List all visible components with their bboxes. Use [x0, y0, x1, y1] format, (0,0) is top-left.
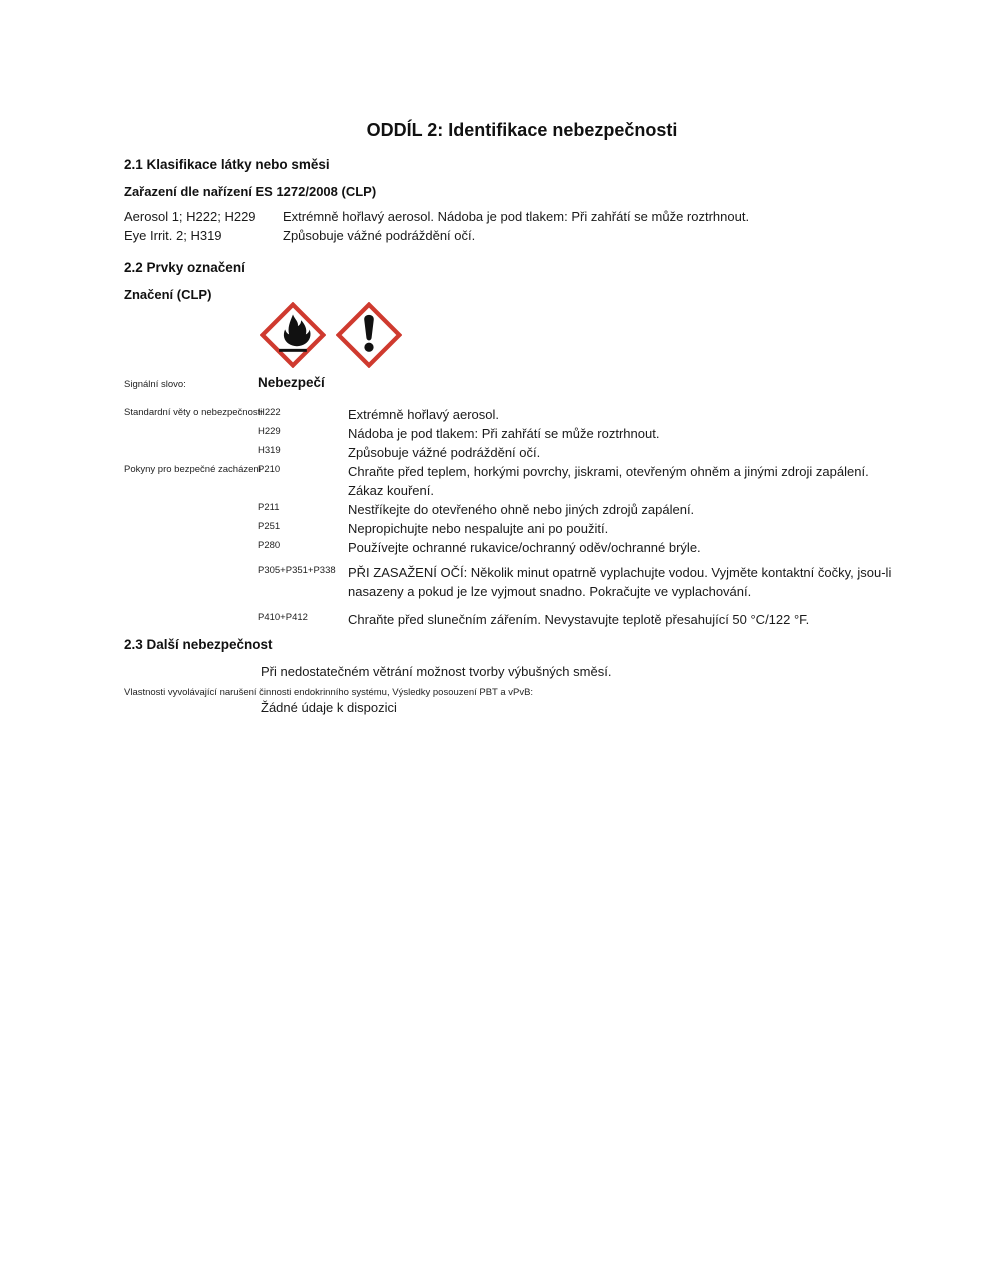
- classification-text: Extrémně hořlavý aerosol. Nádoba je pod tlakem: Při zahřátí se může roztrhnout.: [283, 209, 750, 224]
- precaution-text: Používejte ochranné rukavice/ochranný oděv/ochranné brýle.: [348, 540, 701, 555]
- classification-text: Způsobuje vážné podráždění očí.: [283, 228, 476, 243]
- precaution-text: Nepropichujte nebo nespalujte ani po použití.: [348, 521, 609, 536]
- section-2-1-heading: 2.1 Klasifikace látky nebo směsi: [124, 157, 330, 172]
- section-2-2-heading: 2.2 Prvky označení: [124, 260, 245, 275]
- precaution-code: P210: [258, 464, 281, 475]
- hazard-text: Nádoba je pod tlakem: Při zahřátí se může roztrhnout.: [348, 426, 660, 441]
- endocrine-pbt-value: Žádné údaje k dispozici: [261, 700, 397, 715]
- hazard-code: H319: [258, 445, 281, 456]
- labelling-clp-subheading: Značení (CLP): [124, 287, 212, 302]
- clp-regulation-subheading: Zařazení dle nařízení ES 1272/2008 (CLP): [124, 184, 377, 199]
- flame-base-line: [279, 349, 307, 352]
- precaution-code: P305+P351+P338: [258, 565, 336, 576]
- exclamation-mark-pictogram-icon: [336, 302, 402, 373]
- hazard-text: Extrémně hořlavý aerosol.: [348, 407, 500, 422]
- classification-category: Aerosol 1; H222; H229: [124, 209, 256, 224]
- precautionary-statements-label: Pokyny pro bezpečné zacházení: [124, 464, 262, 475]
- page-title: ODDÍL 2: Identifikace nebezpečnosti: [366, 120, 678, 140]
- section-2-3-heading: 2.3 Další nebezpečnost: [124, 637, 273, 652]
- hazard-text: Způsobuje vážné podráždění očí.: [348, 445, 541, 460]
- precaution-code: P251: [258, 521, 281, 532]
- exclamation-dot: [364, 343, 373, 352]
- precaution-code: P211: [258, 502, 280, 513]
- classification-category: Eye Irrit. 2; H319: [124, 228, 222, 243]
- hazard-code: H229: [258, 426, 281, 437]
- hazard-code: H222: [258, 407, 281, 418]
- flame-pictogram-icon: [260, 302, 326, 373]
- precaution-text: Chraňte před slunečním zářením. Nevystavujte teplotě přesahující 50 °C/122 °F.: [348, 612, 810, 627]
- signal-word-value: Nebezpečí: [258, 375, 325, 390]
- precaution-code: P280: [258, 540, 281, 551]
- precaution-text: Chraňte před teplem, horkými povrchy, jiskrami, otevřeným ohněm a jinými zdroji zapálení. Zákaz kouření.: [348, 464, 869, 498]
- other-hazards-text: Při nedostatečném větrání možnost tvorby výbušných směsí.: [261, 664, 612, 679]
- signal-word-label: Signální slovo:: [124, 379, 186, 390]
- endocrine-pbt-label: Vlastnosti vyvolávající narušení činnosti endokrinního systému, Výsledky posouzení PBT a vPvB:: [124, 687, 534, 698]
- precaution-code: P410+P412: [258, 612, 308, 623]
- hazard-statements-label: Standardní věty o nebezpečnosti: [124, 407, 263, 418]
- precaution-text: PŘI ZASAŽENÍ OČÍ: Několik minut opatrně vyplachujte vodou. Vyjměte kontaktní čočky, jsou-li nasazeny a pokud je lze vyjmout snadno. Pokračujte ve vyplachování.: [348, 565, 892, 599]
- precaution-text: Nestříkejte do otevřeného ohně nebo jiných zdrojů zapálení.: [348, 502, 695, 517]
